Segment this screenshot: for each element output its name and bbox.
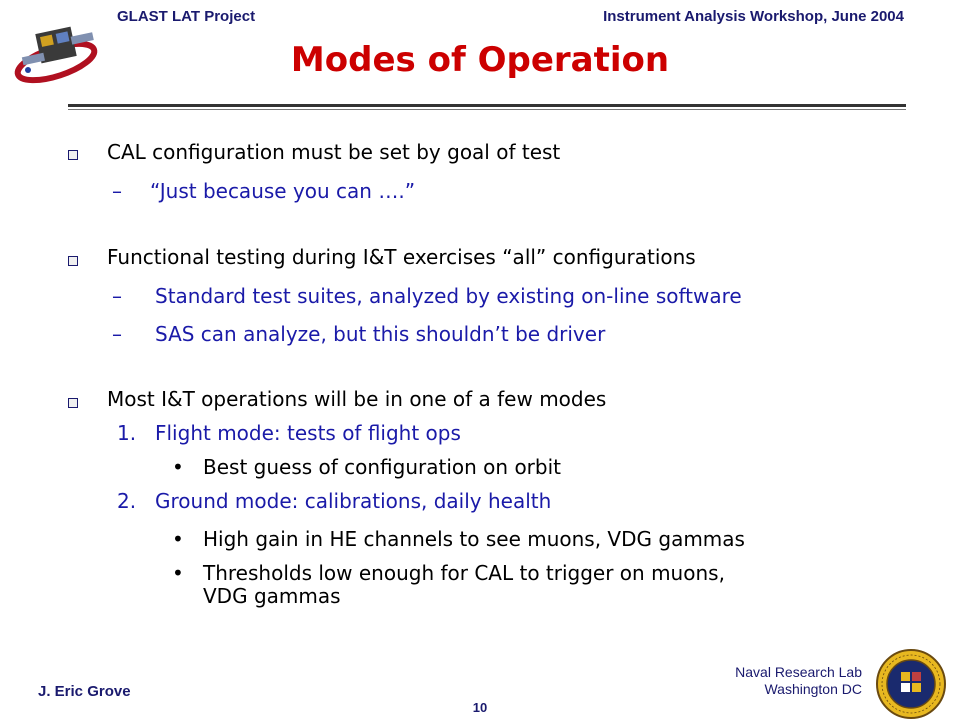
dot-marker: • <box>172 527 184 551</box>
page-number: 10 <box>472 700 488 715</box>
bullet-item: Functional testing during I&T exercises “all” configurations <box>107 245 696 269</box>
number-marker: 2. <box>117 489 137 513</box>
footer-organization <box>735 664 862 698</box>
dash-marker: – <box>112 179 122 203</box>
sub-item: SAS can analyze, but this shouldn’t be driver <box>155 322 606 346</box>
dash-marker: – <box>112 322 122 346</box>
sub-item: Flight mode: tests of flight ops <box>155 421 461 445</box>
org-name: Naval Research Lab <box>735 664 862 680</box>
square-bullet-icon <box>68 256 78 266</box>
sub-sub-item: High gain in HE channels to see muons, VDG gammas <box>203 527 745 551</box>
nrl-seal-logo <box>875 648 947 724</box>
slide-title: Modes of Operation <box>290 40 670 80</box>
header-event: Instrument Analysis Workshop, June 2004 <box>603 8 904 25</box>
sub-item: Standard test suites, analyzed by existing on-line software <box>155 284 742 308</box>
dot-marker: • <box>172 561 184 585</box>
header-project: GLAST LAT Project <box>117 8 256 25</box>
bullet-item: CAL configuration must be set by goal of test <box>107 140 561 164</box>
square-bullet-icon <box>68 150 78 160</box>
sub-item: “Just because you can ….” <box>150 179 416 203</box>
title-divider <box>68 104 906 107</box>
footer-author: J. Eric Grove <box>38 683 131 700</box>
org-location: Washington DC <box>764 681 862 697</box>
seal-icon <box>875 648 947 720</box>
number-marker: 1. <box>117 421 137 445</box>
sub-item: Ground mode: calibrations, daily health <box>155 489 552 513</box>
title-divider-thin <box>68 109 906 110</box>
sub-sub-item: Thresholds low enough for CAL to trigger on muons, <box>203 561 725 585</box>
dot-marker: • <box>172 455 184 479</box>
sub-sub-item-continuation: VDG gammas <box>203 584 341 608</box>
dash-marker: – <box>112 284 122 308</box>
bullet-item: Most I&T operations will be in one of a few modes <box>107 387 607 411</box>
sub-sub-item: Best guess of configuration on orbit <box>203 455 561 479</box>
square-bullet-icon <box>68 398 78 408</box>
